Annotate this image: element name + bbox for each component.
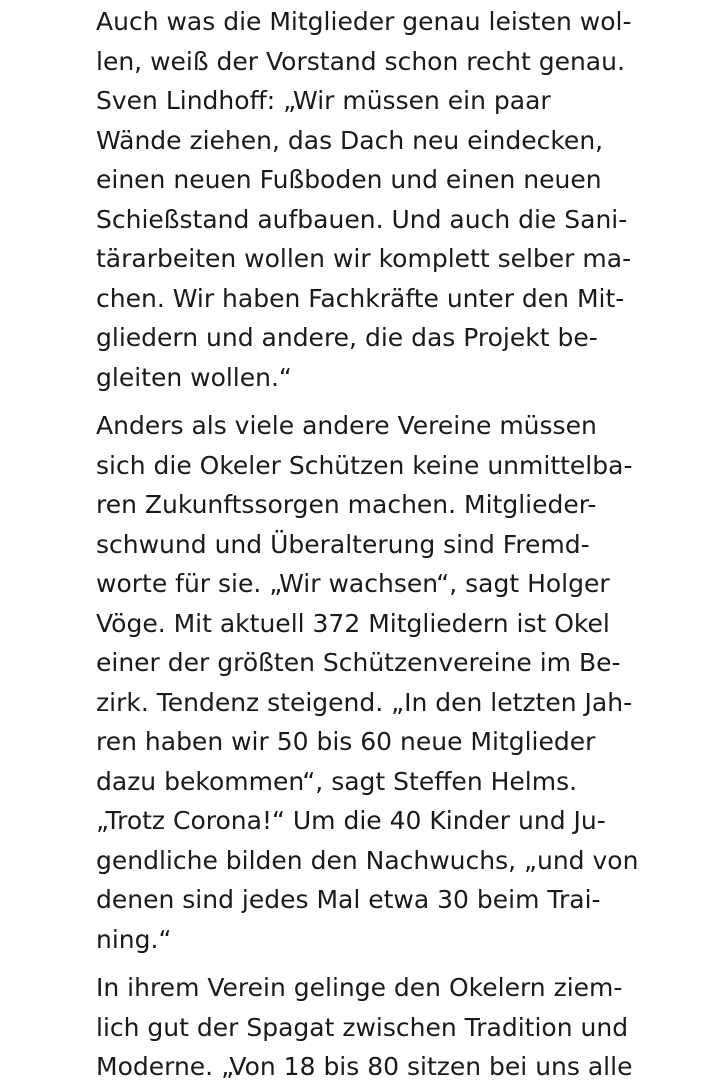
text-line: schwund und Überalterung sind Fremd-	[96, 529, 590, 559]
text-line: einer der größten Schützenvereine im Be-	[96, 648, 621, 677]
text-line: ren Zukunftssorgen machen. Mitglieder-	[96, 490, 597, 519]
article-body	[96, 0, 656, 1087]
text-line: ning.“	[96, 924, 172, 954]
text-line: chen. Wir haben Fachkräfte unter den Mit-	[96, 283, 625, 313]
paragraph-2	[96, 406, 656, 959]
text-line: denen sind jedes Mal etwa 30 beim Trai-	[96, 885, 601, 914]
text-line: Auch was die Mitglieder genau leisten wol-	[96, 7, 632, 36]
text-line: lich gut der Spagat zwischen Tradition und	[96, 1012, 629, 1042]
text-line: len, weiß der Vorstand schon recht genau.	[96, 46, 625, 76]
text-line: sich die Okeler Schützen keine unmittelba-	[96, 450, 633, 480]
text-line: gendliche bilden den Nachwuchs, „und von	[96, 845, 639, 875]
text-line: In ihrem Verein gelinge den Okelern ziem-	[96, 973, 623, 1002]
text-line: Moderne. „Von 18 bis 80 sitzen bei uns alle	[96, 1052, 633, 1081]
text-line: tärarbeiten wollen wir komplett selber ma-	[96, 244, 632, 273]
paragraph-1	[96, 0, 656, 397]
text-line: Sven Lindhoff: „Wir müssen ein paar	[96, 86, 551, 115]
text-line: einen neuen Fußboden und einen neuen	[96, 165, 602, 194]
text-line: Anders als viele andere Vereine müssen	[96, 411, 597, 440]
text-line: Wände ziehen, das Dach neu eindecken,	[96, 125, 604, 155]
text-line: gleiten wollen.“	[96, 362, 292, 392]
text-line: ren haben wir 50 bis 60 neue Mitglieder	[96, 727, 596, 756]
text-line: gliedern und andere, die das Projekt be-	[96, 323, 598, 352]
text-line: zirk. Tendenz steigend. „In den letzten Jah-	[96, 687, 633, 717]
text-line: dazu bekommen“, sagt Steffen Helms.	[96, 766, 578, 796]
text-line: worte für sie. „Wir wachsen“, sagt Holger	[96, 569, 610, 598]
paragraph-3	[96, 968, 656, 1087]
text-line: Vöge. Mit aktuell 372 Mitgliedern ist Okel	[96, 608, 610, 638]
text-line: Schießstand aufbauen. Und auch die Sani-	[96, 204, 628, 234]
text-line: „Trotz Corona!“ Um die 40 Kinder und Ju-	[96, 806, 606, 835]
